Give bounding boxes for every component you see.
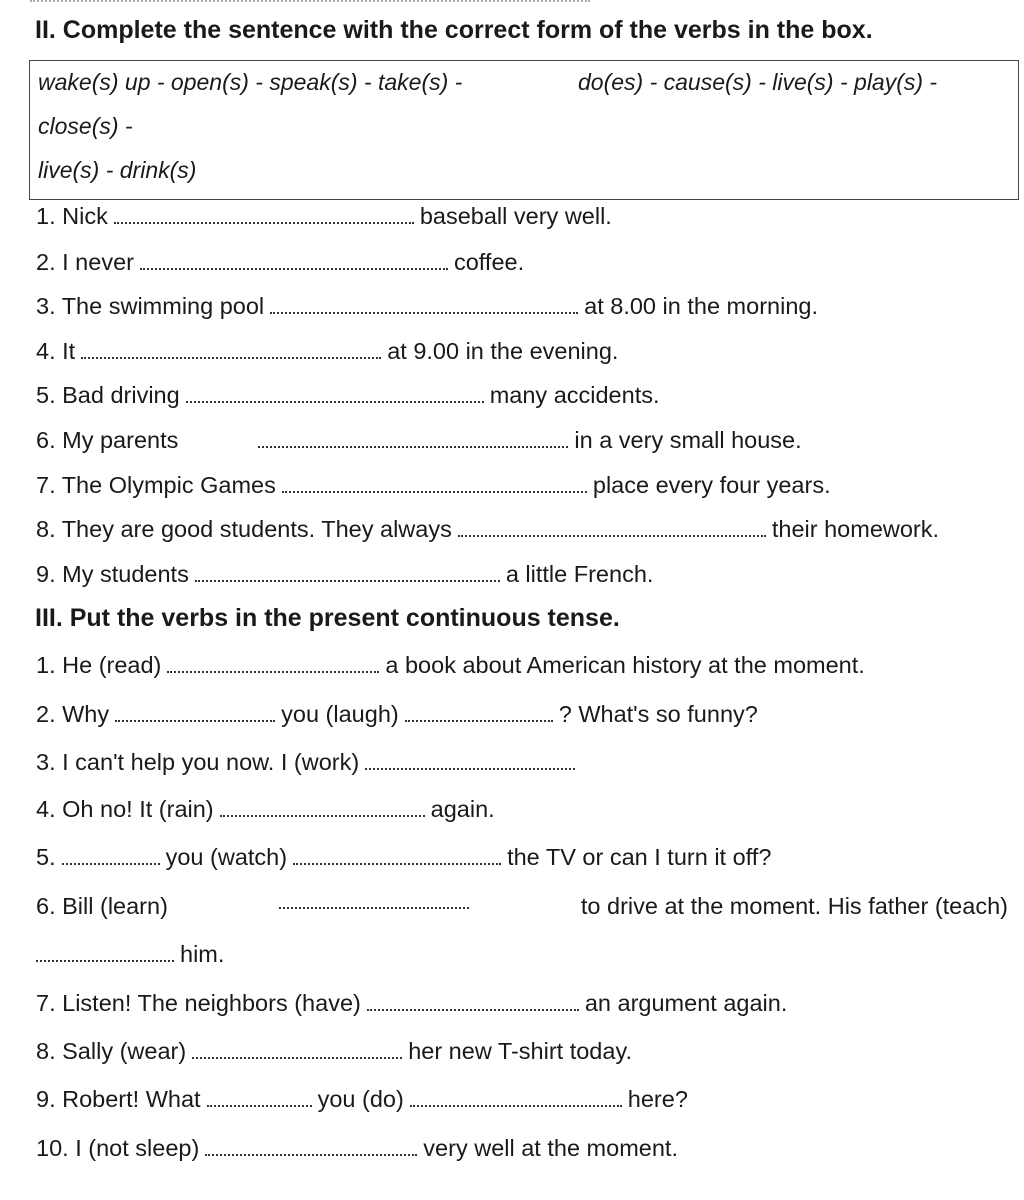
answer-blank[interactable] xyxy=(36,946,174,962)
section-3-title: III. Put the verbs in the present continuous tense. xyxy=(35,604,620,632)
exercise-3-item-4 xyxy=(36,796,495,823)
item-text: in a very small house. xyxy=(574,427,802,453)
item-text: ? What's so funny? xyxy=(558,701,758,727)
exercise-2-item-5 xyxy=(36,382,660,409)
section-2-title: II. Complete the sentence with the correct form of the verbs in the box. xyxy=(35,16,873,44)
exercise-2-item-1 xyxy=(36,203,612,230)
verb-box-right-row1: do(es) - cause(s) - live(s) - play(s) - xyxy=(578,69,938,95)
answer-blank[interactable] xyxy=(282,477,587,493)
answer-blank[interactable] xyxy=(205,1140,417,1156)
answer-blank[interactable] xyxy=(405,706,553,722)
item-text: their homework. xyxy=(771,516,940,542)
item-text: here? xyxy=(627,1086,688,1112)
item-text: a little French. xyxy=(505,561,654,587)
answer-blank[interactable] xyxy=(207,1091,312,1107)
item-text: baseball very well. xyxy=(419,203,612,229)
verb-box-row2: close(s) - xyxy=(38,113,133,139)
exercise-3-item-2 xyxy=(36,701,758,728)
verb-box-row3: live(s) - drink(s) xyxy=(38,157,197,183)
item-text: him. xyxy=(180,941,225,967)
answer-blank[interactable] xyxy=(81,343,381,359)
item-text: 2. Why xyxy=(36,701,110,727)
exercise-2-item-8 xyxy=(36,516,939,543)
item-text: 3. I can't help you now. I (work) xyxy=(36,749,360,775)
exercise-2-item-9 xyxy=(36,561,653,588)
item-text: 5. Bad driving xyxy=(36,382,180,408)
item-text: you (do) xyxy=(317,1086,404,1112)
item-text: at 8.00 in the morning. xyxy=(584,293,818,319)
item-text: again. xyxy=(430,796,495,822)
item-text: 8. They are good students. They always xyxy=(36,516,452,542)
exercise-3-item-8 xyxy=(36,1038,632,1065)
answer-blank[interactable] xyxy=(62,849,160,865)
answer-blank[interactable] xyxy=(192,1043,402,1059)
item-text: to drive at the moment. His father (teach) xyxy=(580,893,1008,919)
verb-box xyxy=(29,60,1019,200)
answer-blank[interactable] xyxy=(410,1091,622,1107)
exercise-2-item-6 xyxy=(36,427,802,454)
item-text: many accidents. xyxy=(489,382,660,408)
answer-blank[interactable] xyxy=(167,657,379,673)
exercise-3-item-9 xyxy=(36,1086,688,1113)
answer-blank[interactable] xyxy=(220,801,425,817)
item-text: 10. I (not sleep) xyxy=(36,1135,200,1161)
answer-blank[interactable] xyxy=(258,432,568,448)
item-text: place every four years. xyxy=(592,472,831,498)
item-text: 9. Robert! What xyxy=(36,1086,201,1112)
answer-blank[interactable] xyxy=(367,995,579,1011)
answer-blank[interactable] xyxy=(195,566,500,582)
verb-box-left-row1: wake(s) up - open(s) - speak(s) - take(s) - xyxy=(38,69,463,95)
exercise-3-item-10 xyxy=(36,1135,678,1162)
item-text: her new T-shirt today. xyxy=(408,1038,632,1064)
exercise-2-item-7 xyxy=(36,472,831,499)
exercise-3-item-1 xyxy=(36,652,865,679)
exercise-3-item-6-continued xyxy=(36,941,224,968)
exercise-3-item-5 xyxy=(36,844,771,871)
item-text: 5. xyxy=(36,844,56,870)
answer-blank[interactable] xyxy=(365,754,575,770)
answer-blank[interactable] xyxy=(186,387,484,403)
item-text: very well at the moment. xyxy=(423,1135,678,1161)
item-text: 7. Listen! The neighbors (have) xyxy=(36,990,361,1016)
item-text: coffee. xyxy=(453,249,525,275)
answer-blank[interactable] xyxy=(115,706,275,722)
exercise-3-item-7 xyxy=(36,990,787,1017)
item-text: 1. Nick xyxy=(36,203,108,229)
answer-blank[interactable] xyxy=(270,298,578,314)
exercise-3-item-6 xyxy=(36,893,1008,920)
exercise-2-item-3 xyxy=(36,293,818,320)
exercise-2-item-2 xyxy=(36,249,524,276)
exercise-3-item-3 xyxy=(36,749,581,776)
item-text: an argument again. xyxy=(584,990,788,1016)
item-text: you (laugh) xyxy=(281,701,399,727)
item-text: 4. It xyxy=(36,338,76,364)
item-text: the TV or can I turn it off? xyxy=(507,844,772,870)
answer-blank[interactable] xyxy=(114,208,414,224)
answer-blank[interactable] xyxy=(279,893,469,909)
item-text: 6. Bill (learn) xyxy=(36,893,168,919)
item-text: 7. The Olympic Games xyxy=(36,472,276,498)
item-text: you (watch) xyxy=(165,844,288,870)
item-text: 4. Oh no! It (rain) xyxy=(36,796,214,822)
item-text: 3. The swimming pool xyxy=(36,293,265,319)
top-dotted-rule xyxy=(30,0,590,8)
item-text: 6. My parents xyxy=(36,427,179,453)
item-text: 9. My students xyxy=(36,561,189,587)
item-text: 2. I never xyxy=(36,249,134,275)
answer-blank[interactable] xyxy=(293,849,501,865)
item-text: 1. He (read) xyxy=(36,652,162,678)
item-text: a book about American history at the moment. xyxy=(385,652,865,678)
exercise-2-item-4 xyxy=(36,338,618,365)
item-text: at 9.00 in the evening. xyxy=(387,338,619,364)
answer-blank[interactable] xyxy=(458,521,766,537)
item-text: 8. Sally (wear) xyxy=(36,1038,187,1064)
answer-blank[interactable] xyxy=(140,254,448,270)
